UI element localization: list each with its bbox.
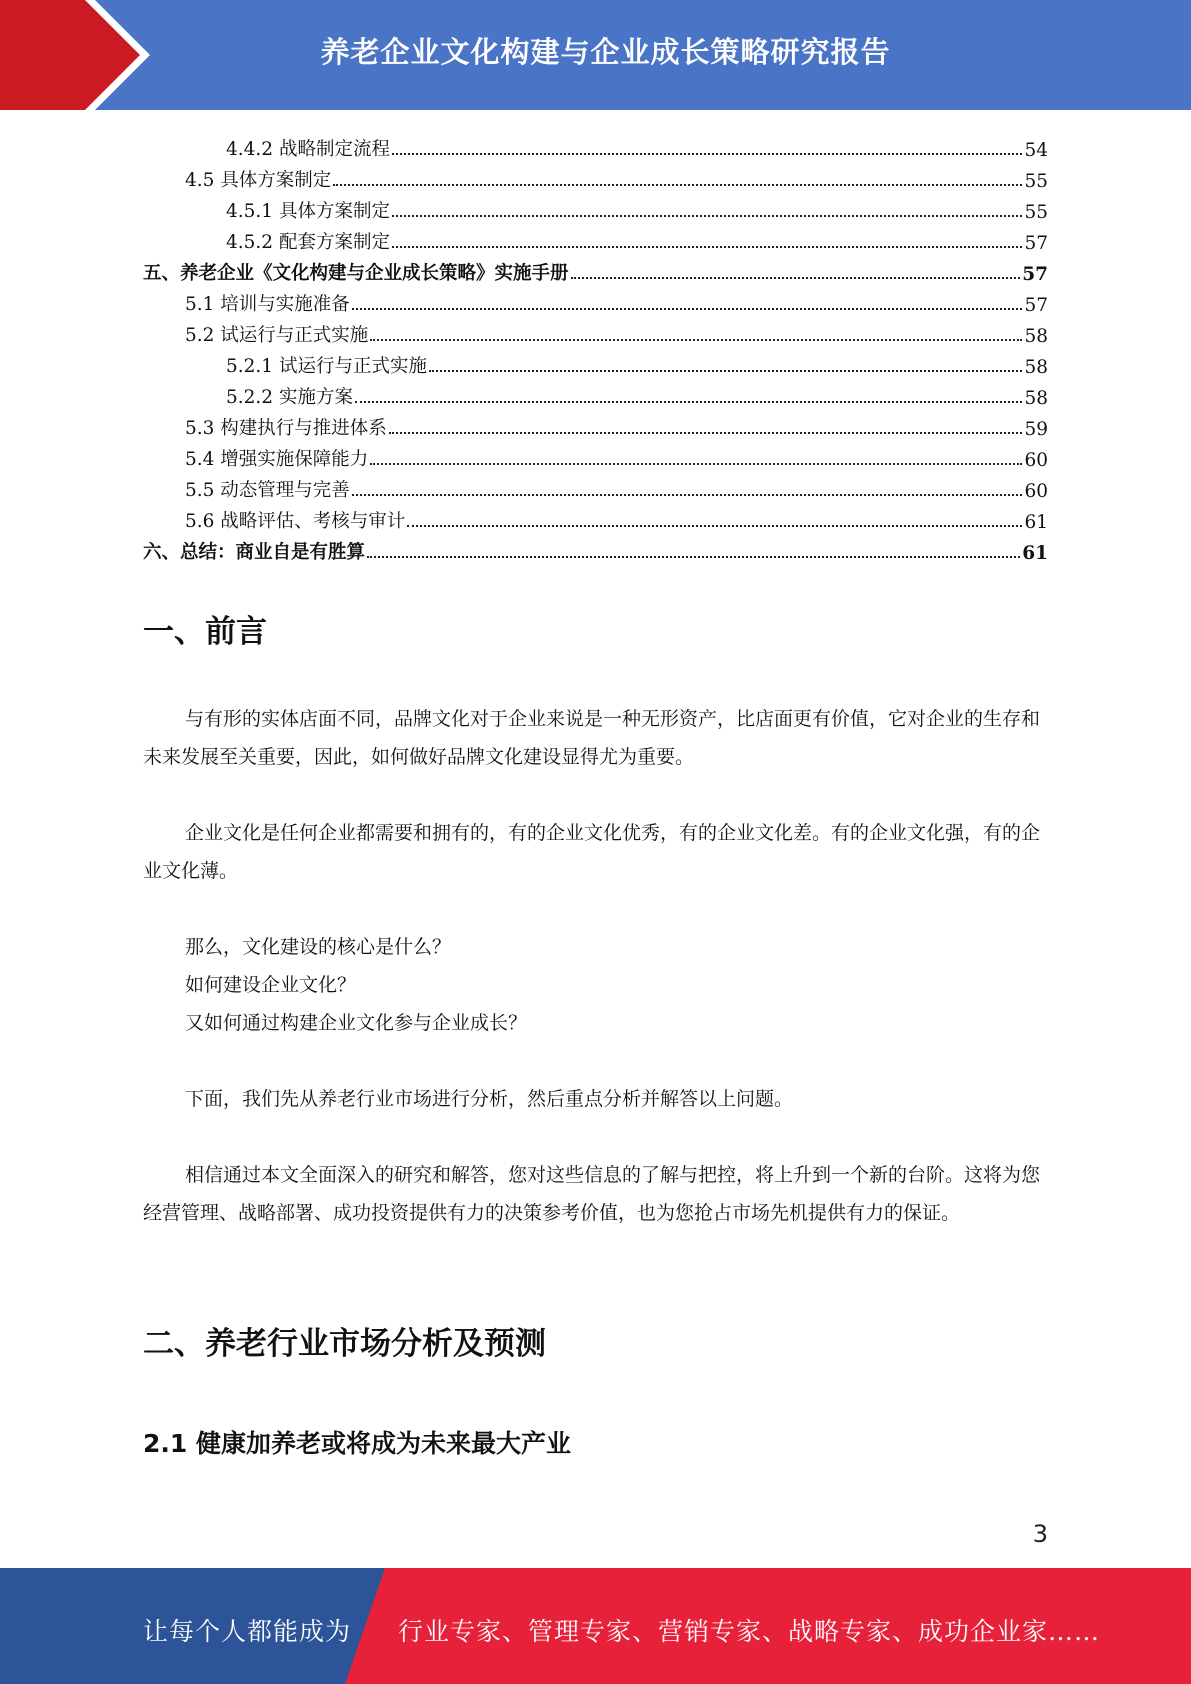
toc-entry-page: 57 <box>1024 233 1048 254</box>
toc-entry-page: 60 <box>1024 450 1048 471</box>
question-line: 又如何通过构建企业文化参与企业成长？ <box>185 1012 528 1034</box>
subsection-heading: 2.1 健康加养老或将成为未来最大产业 <box>143 1429 571 1458</box>
toc-entry-title: 六、总结：商业自是有胜算 <box>143 542 366 563</box>
toc-entry[interactable] <box>143 440 1048 471</box>
toc-entry-page: 59 <box>1024 419 1048 440</box>
section-heading-market-analysis: 二、养老行业市场分析及预测 <box>143 1326 546 1362</box>
toc-entry[interactable] <box>143 161 1048 192</box>
paragraph: 企业文化是任何企业都需要和拥有的，有的企业文化优秀，有的企业文化差。有的企业文化强，有的企业文化薄。 <box>143 822 1041 882</box>
toc-leader-dots <box>333 184 1022 186</box>
toc-entry-title: 5.1 培训与实施准备 <box>185 294 350 315</box>
toc-leader-dots <box>370 339 1022 341</box>
toc-leader-dots <box>352 308 1023 310</box>
table-of-contents <box>143 130 1048 564</box>
toc-entry-title: 4.5.1 具体方案制定 <box>226 201 390 222</box>
toc-entry-page: 58 <box>1024 388 1048 409</box>
toc-entry[interactable] <box>143 130 1048 161</box>
toc-entry-page: 60 <box>1024 481 1048 502</box>
toc-entry[interactable] <box>143 502 1048 533</box>
toc-entry-title: 5.2 试运行与正式实施 <box>185 325 369 346</box>
toc-leader-dots <box>571 277 1021 279</box>
paragraph: 与有形的实体店面不同，品牌文化对于企业来说是一种无形资产，比店面更有价值，它对企业的生存和未来发展至关重要，因此，如何做好品牌文化建设显得尤为重要。 <box>143 708 1041 768</box>
toc-entry-page: 61 <box>1022 543 1048 564</box>
page-footer <box>0 1568 1191 1684</box>
toc-entry-page: 54 <box>1024 140 1048 161</box>
question-line: 那么，文化建设的核心是什么？ <box>185 936 452 958</box>
toc-entry-title: 4.5 具体方案制定 <box>185 170 332 191</box>
toc-entry-page: 55 <box>1024 171 1048 192</box>
toc-entry-page: 61 <box>1024 512 1048 533</box>
paragraph: 相信通过本文全面深入的研究和解答，您对这些信息的了解与把控，将上升到一个新的台阶。这将为您经营管理、战略部署、成功投资提供有力的决策参考价值，也为您抢占市场先机提供有力的保证。 <box>143 1164 1041 1224</box>
toc-leader-dots <box>389 432 1023 434</box>
toc-entry[interactable] <box>143 316 1048 347</box>
section-heading-preface: 一、前言 <box>143 614 267 650</box>
toc-entry[interactable] <box>143 192 1048 223</box>
toc-entry-page: 57 <box>1022 264 1048 285</box>
toc-leader-dots <box>352 494 1023 496</box>
question-line: 如何建设企业文化？ <box>185 974 357 996</box>
toc-entry-title: 5.5 动态管理与完善 <box>185 480 350 501</box>
toc-entry-page: 58 <box>1024 326 1048 347</box>
toc-entry-title: 5.2.2 实施方案 <box>226 387 353 408</box>
toc-entry-title: 4.5.2 配套方案制定 <box>226 232 390 253</box>
toc-entry[interactable] <box>143 347 1048 378</box>
footer-slogan-right: 行业专家、管理专家、营销专家、战略专家、成功企业家…… <box>398 1617 1101 1646</box>
page-number: 3 <box>1032 1520 1048 1548</box>
toc-leader-dots <box>392 153 1022 155</box>
toc-entry-page: 58 <box>1024 357 1048 378</box>
toc-leader-dots <box>392 246 1022 248</box>
toc-entry-title: 五、养老企业《文化构建与企业成长策略》实施手册 <box>143 263 569 284</box>
toc-entry[interactable] <box>143 254 1048 285</box>
toc-leader-dots <box>392 215 1022 217</box>
toc-entry[interactable] <box>143 409 1048 440</box>
toc-entry-title: 5.6 战略评估、考核与审计 <box>185 511 406 532</box>
toc-leader-dots <box>407 525 1022 527</box>
toc-entry[interactable] <box>143 378 1048 409</box>
toc-entry-title: 5.2.1 试运行与正式实施 <box>226 356 427 377</box>
page-header <box>0 0 1191 110</box>
toc-entry-page: 55 <box>1024 202 1048 223</box>
toc-entry-page: 57 <box>1024 295 1048 316</box>
toc-entry[interactable] <box>143 223 1048 254</box>
toc-leader-dots <box>370 463 1022 465</box>
toc-entry[interactable] <box>143 471 1048 502</box>
header-title: 养老企业文化构建与企业成长策略研究报告 <box>320 35 891 69</box>
toc-leader-dots <box>367 556 1020 558</box>
toc-leader-dots <box>429 370 1022 372</box>
toc-leader-dots <box>355 401 1023 403</box>
toc-entry[interactable] <box>143 285 1048 316</box>
toc-entry-title: 5.3 构建执行与推进体系 <box>185 418 387 439</box>
toc-entry-title: 5.4 增强实施保障能力 <box>185 449 369 470</box>
footer-slogan-left: 让每个人都能成为 <box>143 1617 352 1646</box>
toc-entry[interactable] <box>143 533 1048 564</box>
toc-entry-title: 4.4.2 战略制定流程 <box>226 139 390 160</box>
paragraph: 下面，我们先从养老行业市场进行分析，然后重点分析并解答以上问题。 <box>185 1088 794 1110</box>
